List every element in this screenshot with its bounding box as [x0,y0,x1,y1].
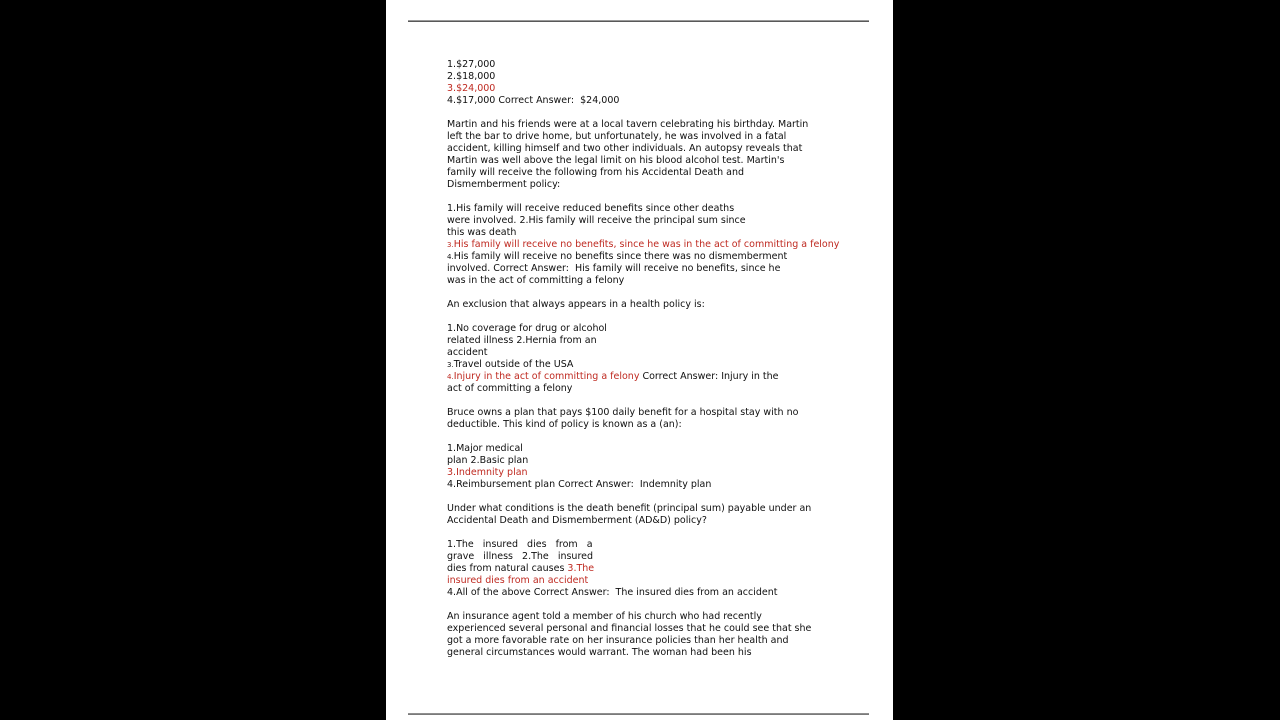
top-rule [408,20,869,22]
text-line [447,467,893,479]
highlighted-answer-text: 3.Indemnity plan [447,467,528,478]
text-segment: got a more favorable rate on her insurance policies than her health and [447,635,789,646]
text-line [447,167,893,179]
text-segment: Martin and his friends were at a local tavern celebrating his birthday. Martin [447,119,809,130]
text-segment: were involved. 2.His family will receive the principal sum since [447,215,746,226]
text-line [447,275,893,287]
text-line [447,455,893,467]
text-segment: accident, killing himself and two other individuals. An autopsy reveals that [447,143,803,154]
text-line [447,635,893,647]
text-segment: act of committing a felony [447,383,573,394]
text-segment: family will receive the following from his Accidental Death and [447,167,745,178]
text-segment: Accidental Death and Dismemberment (AD&D) policy? [447,515,707,526]
question-4-text [447,407,893,431]
text-line [447,71,893,83]
text-segment: 4. [447,253,454,261]
text-segment: deductible. This kind of policy is known as a (an): [447,419,682,430]
highlighted-answer-text: His family will receive no benefits, since he was in the act of committing a felony [453,239,840,250]
text-line [447,551,893,563]
text-segment: 4.$17,000 Correct Answer: $24,000 [447,95,620,106]
text-segment: dies from natural causes [447,563,568,574]
text-line [447,503,893,515]
text-segment: general circumstances would warrant. The woman had been his [447,647,752,658]
question-3-options [447,323,893,395]
text-line [447,263,893,275]
text-segment: 3. [447,361,454,369]
text-segment: His family will receive no benefits since there was no dismemberment [453,251,788,262]
text-segment: Dismemberment policy: [447,179,561,190]
text-segment: An insurance agent told a member of his church who had recently [447,611,762,622]
text-line [447,575,893,587]
question-2-text [447,119,893,191]
text-line [447,299,893,311]
text-line [447,119,893,131]
text-line [447,647,893,659]
text-segment: 1.His family will receive reduced benefits since other deaths [447,203,735,214]
text-segment: 1.No coverage for drug or alcohol [447,323,607,334]
text-line [447,131,893,143]
text-line [447,371,893,383]
text-segment: left the bar to drive home, but unfortunately, he was involved in a fatal [447,131,787,142]
text-line [447,563,893,575]
text-segment: involved. Correct Answer: His family will receive no benefits, since he [447,263,781,274]
highlighted-answer-text: 3.The [567,563,595,574]
text-line [447,479,893,491]
text-segment: grave illness 2.The insured [447,551,594,562]
question-5-text [447,503,893,527]
highlighted-answer-text: insured dies from an accident [447,575,589,586]
text-line [447,323,893,335]
text-line [447,443,893,455]
highlighted-answer-text: Injury in the act of committing a felony [453,371,640,382]
highlighted-answer-text: 3. [447,241,454,249]
text-segment: 1.$27,000 [447,59,496,70]
text-segment: Correct Answer: Injury in the [639,371,779,382]
text-line [447,611,893,623]
text-segment: Martin was well above the legal limit on his blood alcohol test. Martin's [447,155,785,166]
text-segment: Under what conditions is the death benefit (principal sum) payable under an [447,503,812,514]
question-4-options [447,443,893,491]
text-line [447,623,893,635]
text-line [447,359,893,371]
text-segment: Bruce owns a plan that pays $100 daily benefit for a hospital stay with no [447,407,799,418]
text-segment: this was death [447,227,517,238]
text-line [447,155,893,167]
text-segment: 1.Major medical [447,443,523,454]
text-line [447,215,893,227]
text-segment: 1.The insured dies from a [447,539,593,550]
text-segment: was in the act of committing a felony [447,275,625,286]
question-2-options [447,203,893,287]
text-segment: related illness 2.Hernia from an [447,335,597,346]
text-segment: plan 2.Basic plan [447,455,529,466]
text-line [447,203,893,215]
text-segment: experienced several personal and financial losses that he could see that she [447,623,812,634]
text-line [447,83,893,95]
highlighted-answer-text: 3.$24,000 [447,83,496,94]
text-segment: Travel outside of the USA [453,359,574,370]
document-content [447,59,893,659]
question-3-text [447,299,893,311]
text-line [447,239,893,251]
highlighted-answer-text: 4. [447,373,454,381]
text-segment: 2.$18,000 [447,71,496,82]
text-line [447,407,893,419]
text-segment: accident [447,347,488,358]
text-line [447,383,893,395]
text-line [447,347,893,359]
question-6-text [447,611,893,659]
bottom-rule [408,713,869,715]
text-line [447,59,893,71]
text-segment: 4.All of the above Correct Answer: The insured dies from an accident [447,587,778,598]
text-segment: 4.Reimbursement plan Correct Answer: Indemnity plan [447,479,712,490]
question-1-options [447,59,893,107]
text-line [447,179,893,191]
text-line [447,251,893,263]
document-page [386,0,893,720]
text-line [447,539,893,551]
text-line [447,143,893,155]
text-segment: An exclusion that always appears in a health policy is: [447,299,705,310]
text-line [447,335,893,347]
text-line [447,227,893,239]
text-line [447,587,893,599]
text-line [447,419,893,431]
text-line [447,95,893,107]
text-line [447,515,893,527]
question-5-options [447,539,893,599]
